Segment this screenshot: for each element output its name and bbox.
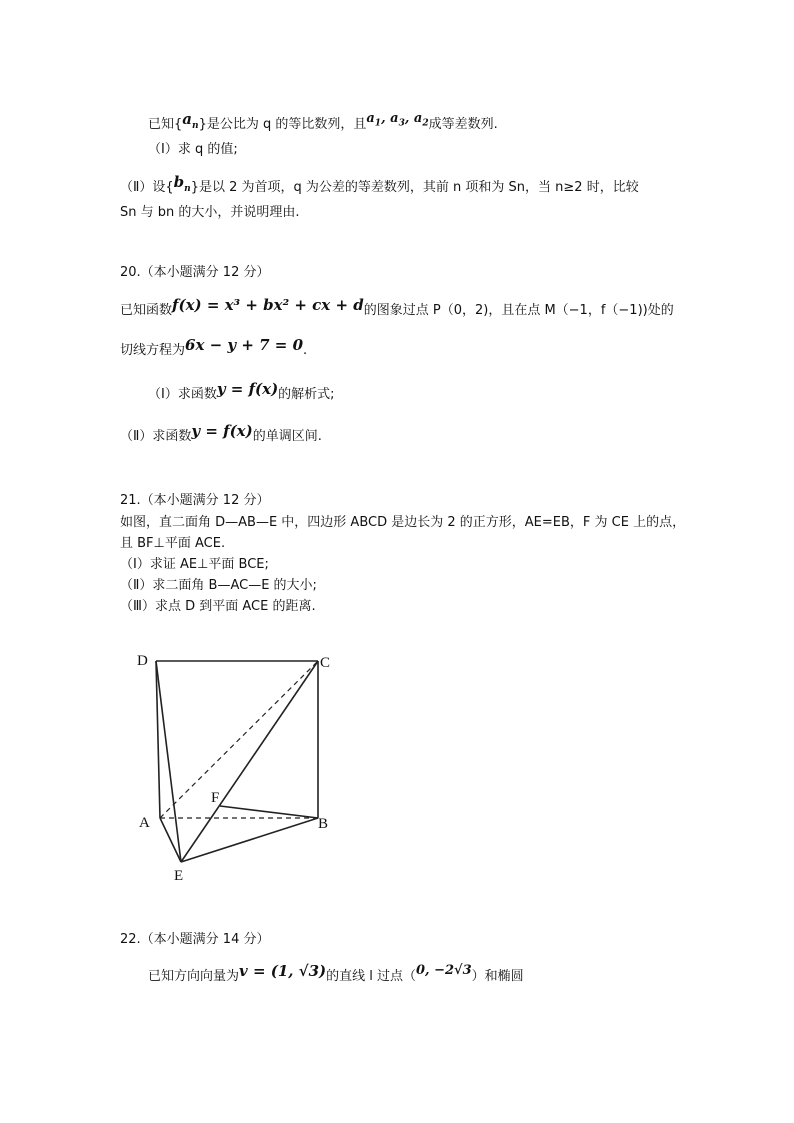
label-A: A	[139, 815, 150, 831]
edge-EB	[181, 818, 318, 862]
q19-part1: （Ⅰ）求 q 的值;	[148, 142, 238, 157]
q19-line1: 已知$\{a_n\}$是公比为 q 的等比数列，且$a_1$, $a_3$, $a_2$成等差数列.	[148, 110, 498, 132]
geometry-figure	[128, 640, 348, 890]
label-B: B	[318, 816, 329, 832]
label-C: C	[320, 655, 331, 671]
q22-header: 22.（本小题满分 14 分）	[120, 932, 270, 947]
q21-part1: （Ⅰ）求证 AE⊥平面 BCE;	[120, 557, 269, 572]
q21-part3: （Ⅲ）求点 D 到平面 ACE 的距离.	[120, 599, 316, 614]
q21-line1: 如图，直二面角 D—AB—E 中，四边形 ABCD 是边长为 2 的正方形，AE=EB，F 为 CE 上的点，	[120, 515, 686, 530]
q20-header: 20.（本小题满分 12 分）	[120, 265, 270, 280]
q19-part2-line2: Sn 与 bn 的大小，并说明理由.	[120, 205, 300, 220]
label-D: D	[137, 653, 148, 669]
q20-part2: （Ⅱ）求函数y = f(x)的单调区间.	[120, 422, 322, 444]
math-y-fx: y = f(x)	[216, 380, 279, 398]
q19-part2-line1: （Ⅱ）设$\{b_n\}$是以 2 为首项，q 为公差的等差数列，其前 n 项和为 Sn，当 n≥2 时，比较	[120, 173, 639, 195]
q20-line2: 切线方程为6x − y + 7 = 0.	[120, 336, 308, 358]
q20-part1: （Ⅰ）求函数y = f(x)的解析式;	[148, 380, 335, 402]
math-vector-v: v = (1, √3)	[239, 962, 327, 980]
q22-line1: 已知方向向量为v = (1, √3)的直线 l 过点（0, −2√3）和椭圆	[148, 962, 524, 984]
label-E: E	[174, 868, 184, 884]
q21-part2: （Ⅱ）求二面角 B—AC—E 的大小;	[120, 578, 317, 593]
edge-DE	[156, 661, 181, 862]
edge-EC	[181, 661, 318, 862]
math-fx-cubic: f(x) = x³ + bx² + cx + d	[172, 296, 364, 314]
q21-line2: 且 BF⊥平面 ACE.	[120, 536, 226, 551]
math-b-n: $b_n$	[173, 173, 191, 194]
q20-line1: 已知函数f(x) = x³ + bx² + cx + d的图象过点 P（0，2)，且在点 M（−1，f（−1))处的	[120, 296, 674, 318]
math-point: 0, −2√3	[416, 963, 472, 978]
edge-FB	[220, 806, 318, 818]
label-F: F	[211, 790, 220, 806]
math-a1-a3-a2: $a_1$, $a_3$, $a_2$	[366, 111, 429, 129]
math-a-n: $a_n$	[182, 110, 199, 131]
math-y-fx: y = f(x)	[191, 422, 253, 440]
q21-header: 21.（本小题满分 12 分）	[120, 493, 270, 508]
edge-AC-hidden	[160, 661, 318, 818]
math-tangent-line: 6x − y + 7 = 0	[185, 336, 304, 354]
